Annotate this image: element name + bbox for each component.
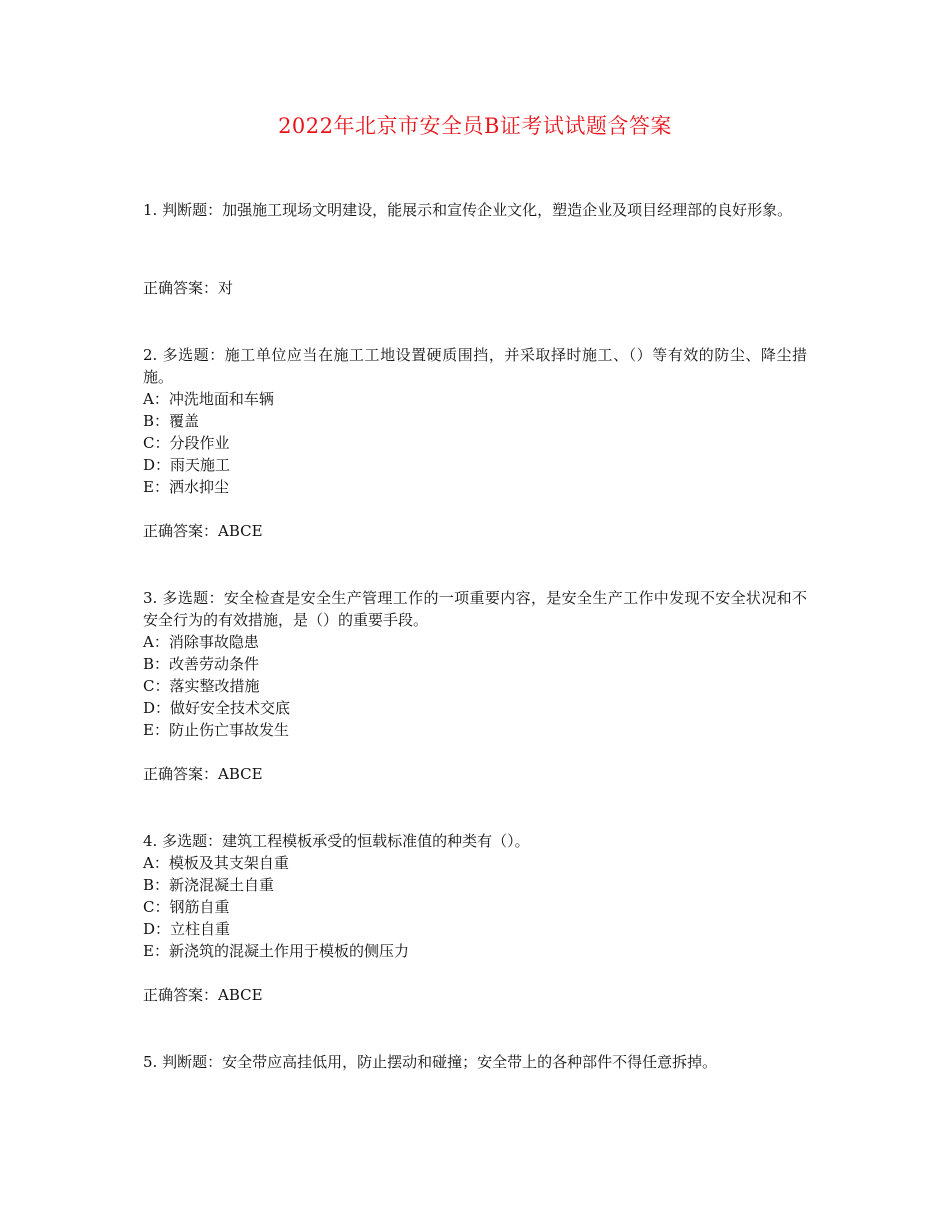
option-d: D：立柱自重: [143, 920, 231, 938]
option-a: A：消除事故隐患: [143, 633, 259, 651]
option-b: B：改善劳动条件: [143, 655, 260, 673]
option-c: C：钢筋自重: [143, 898, 230, 916]
option-b: B：覆盖: [143, 412, 200, 430]
option-d: D：雨天施工: [143, 456, 231, 474]
option-list: [143, 631, 807, 741]
answer-text: 正确答案：ABCE: [143, 986, 263, 1004]
option-e: E：新浇筑的混凝土作用于模板的侧压力: [143, 942, 409, 960]
option-a: A：模板及其支架自重: [143, 854, 289, 872]
question-stem: 2. 多选题：施工单位应当在施工工地设置硬质围挡，并采取择时施工、（）等有效的防尘、降尘措施。: [143, 346, 807, 386]
question-stem: 5. 判断题：安全带应高挂低用，防止摆动和碰撞；安全带上的各种部件不得任意拆掉。: [143, 1053, 718, 1071]
option-list: [143, 388, 807, 498]
question-stem: 3. 多选题：安全检查是安全生产管理工作的一项重要内容，是安全生产工作中发现不安全状况和不安全行为的有效措施，是（）的重要手段。: [143, 589, 807, 629]
question-stem: 1. 判断题：加强施工现场文明建设，能展示和宣传企业文化，塑造企业及项目经理部的良好形象。: [143, 201, 793, 219]
question-2: [143, 344, 807, 542]
question-5: [143, 1051, 807, 1073]
answer-text: 正确答案：ABCE: [143, 765, 263, 783]
option-e: E：洒水抑尘: [143, 478, 229, 496]
question-stem: 4. 多选题：建筑工程模板承受的恒载标准值的种类有（）。: [143, 832, 530, 850]
question-4: [143, 830, 807, 1006]
option-b: B：新浇混凝土自重: [143, 876, 275, 894]
option-a: A：冲洗地面和车辆: [143, 390, 274, 408]
option-e: E：防止伤亡事故发生: [143, 721, 289, 739]
option-d: D：做好安全技术交底: [143, 699, 291, 717]
option-list: [143, 852, 807, 962]
option-c: C：分段作业: [143, 434, 230, 452]
option-c: C：落实整改措施: [143, 677, 260, 695]
question-list: [143, 199, 807, 1073]
answer-text: 正确答案：ABCE: [143, 522, 263, 540]
question-1: [143, 199, 807, 299]
question-3: [143, 587, 807, 785]
page-title: 2022年北京市安全员B证考试试题含答案: [278, 114, 672, 138]
answer-text: 正确答案：对: [143, 279, 234, 297]
